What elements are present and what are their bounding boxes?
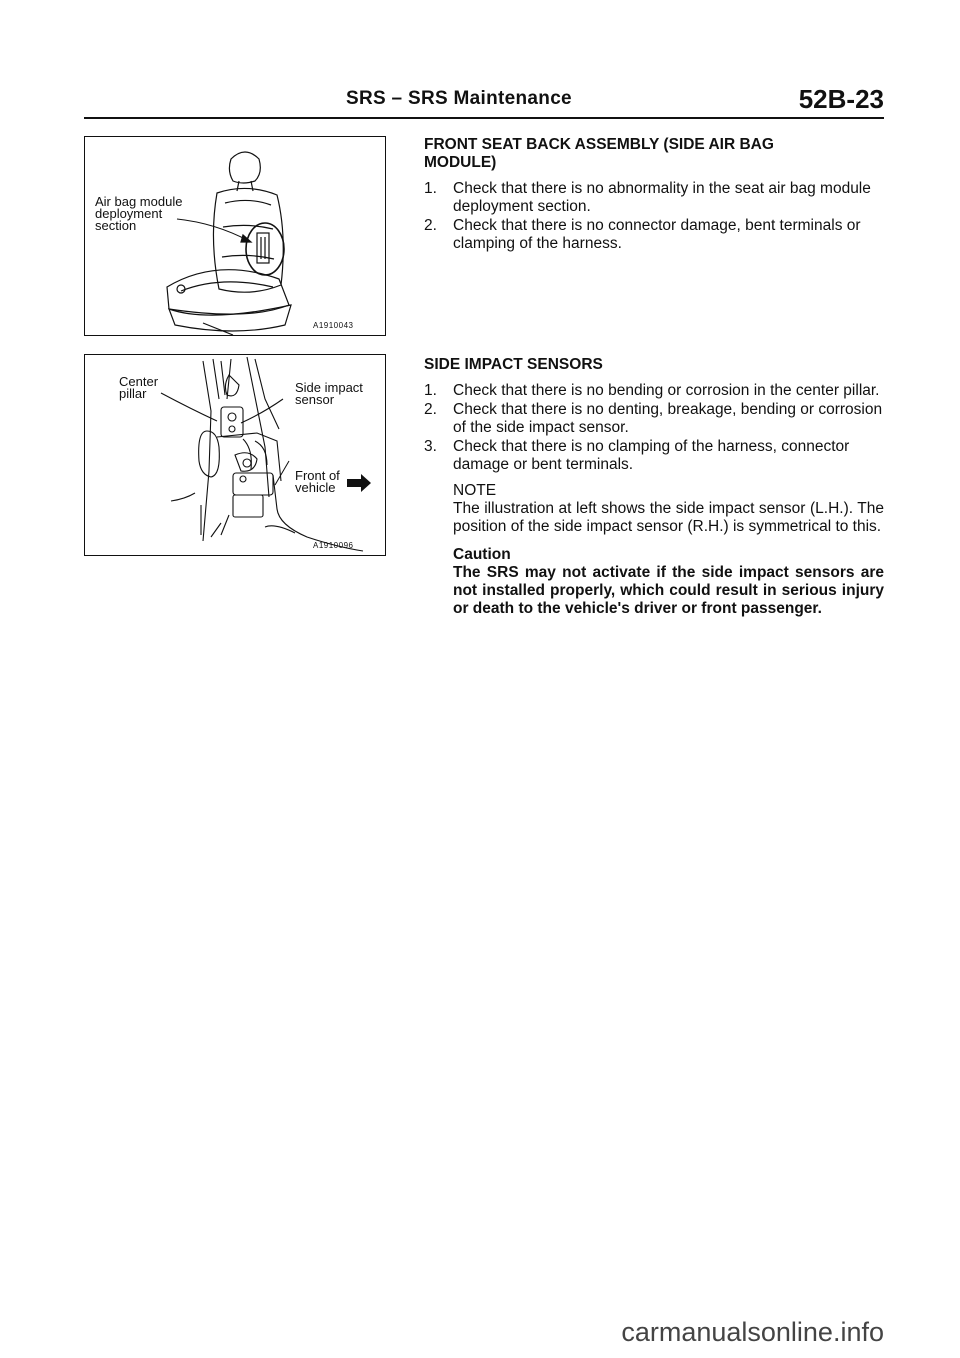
watermark: carmanualsonline.info	[621, 1317, 884, 1347]
label-vehicle: vehicle	[295, 480, 336, 495]
item-number: 3.	[424, 438, 437, 455]
item-text: Check that there is no bending or corrosion in the center pillar.	[453, 382, 880, 399]
list-item	[424, 217, 884, 253]
side-impact-sensor-figure	[84, 354, 386, 556]
side-impact-sensors-section	[424, 356, 884, 618]
label-pillar: pillar	[119, 386, 147, 401]
note-block	[424, 482, 884, 536]
item-number: 2.	[424, 401, 437, 418]
label-side-impact: Side impact	[295, 380, 363, 395]
page-header	[84, 84, 884, 112]
caution-text: The SRS may not activate if the side impact sensors are not installed properly, which could result in serious injury or death to the vehicle's driver or front passenger.	[453, 564, 884, 617]
note-text: The illustration at left shows the side impact sensor (L.H.). The position of the side impact sensor (R.H.) is symmetrical to this.	[453, 500, 884, 535]
label-sensor: sensor	[295, 392, 335, 407]
item-number: 1.	[424, 382, 437, 399]
label-center: Center	[119, 374, 159, 389]
item-text: Check that there is no denting, breakage, bending or corrosion of the side impact sensor.	[453, 401, 883, 436]
section-title: SIDE IMPACT SENSORS	[424, 356, 603, 373]
item-number: 1.	[424, 180, 437, 197]
item-number: 2.	[424, 217, 437, 234]
page-number: 52B-23	[798, 84, 884, 114]
note-heading: NOTE	[453, 482, 497, 499]
item-text: Check that there is no connector damage, bent terminals or clamping of the harness.	[453, 217, 861, 252]
figure-code: A1910043	[313, 321, 354, 330]
list-item	[424, 401, 884, 437]
list-item	[424, 382, 884, 400]
label-airbag-module: Air bag module	[95, 194, 183, 209]
caution-block	[424, 546, 884, 618]
figure-code: A1910096	[313, 541, 354, 550]
seat-illustration	[85, 137, 385, 335]
list-item	[424, 438, 884, 474]
label-front-of: Front of	[295, 468, 340, 483]
page-title: SRS – SRS Maintenance	[346, 88, 572, 109]
label-deployment: deployment	[95, 206, 163, 221]
section-title	[424, 136, 884, 172]
front-seat-back-section	[424, 136, 884, 254]
section-title-line2: MODULE)	[424, 154, 497, 171]
caution-heading: Caution	[453, 546, 511, 563]
item-text: Check that there is no abnormality in the seat air bag module deployment section.	[453, 180, 871, 215]
section-title-line1: FRONT SEAT BACK ASSEMBLY (SIDE AIR BAG	[424, 136, 774, 153]
seat-airbag-figure	[84, 136, 386, 336]
item-text: Check that there is no clamping of the harness, connector damage or bent terminals.	[453, 438, 850, 473]
label-section: section	[95, 218, 137, 233]
list-item	[424, 180, 884, 216]
header-rule	[84, 117, 884, 119]
